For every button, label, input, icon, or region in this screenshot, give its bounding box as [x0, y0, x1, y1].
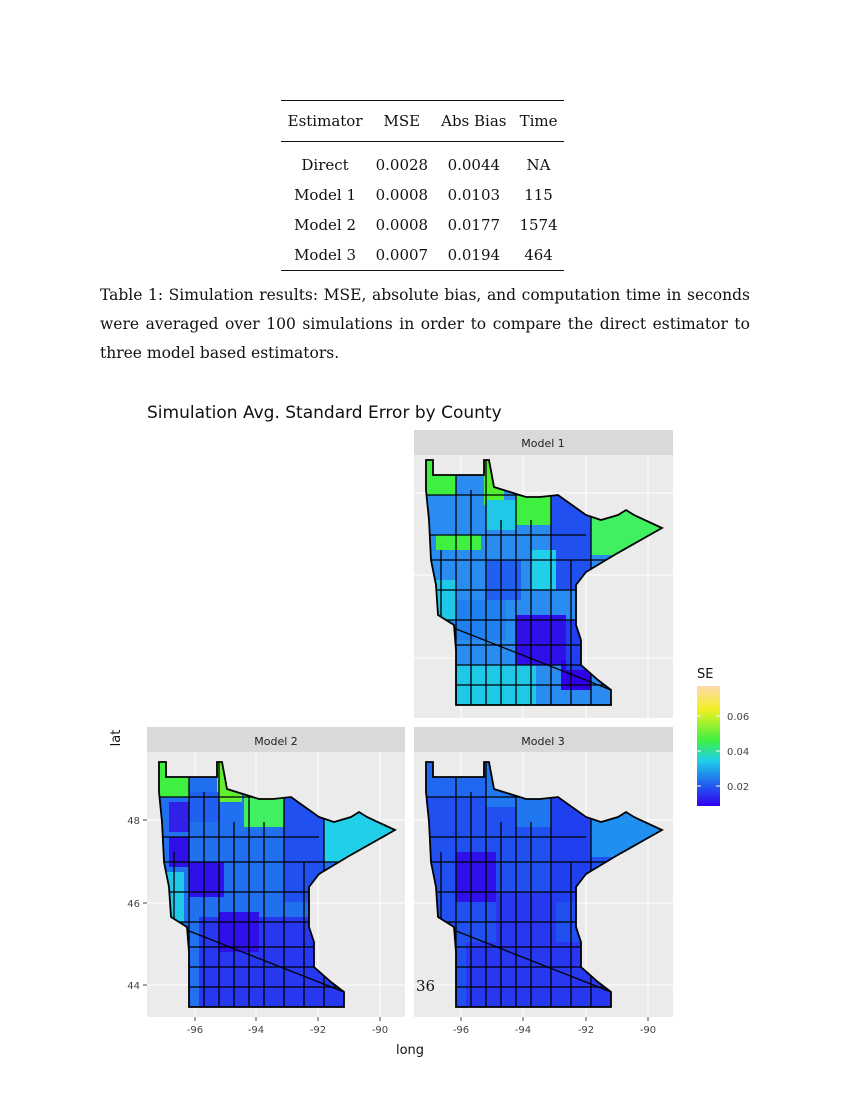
x-axis-model-2	[187, 1017, 388, 1036]
x-tick-label: -92	[309, 1025, 327, 1036]
panel-model-1	[414, 430, 673, 718]
legend-tick-label: 0.02	[727, 782, 750, 793]
panel-label: Model 2	[254, 735, 298, 748]
x-tick-label: -90	[639, 1025, 657, 1036]
table-cell: 0.0008	[375, 216, 429, 234]
se-legend	[697, 667, 749, 806]
table-cell: 0.0194	[447, 246, 501, 264]
table-caption: Table 1: Simulation results: MSE, absolute bias, and computation time in seconds were averaged over 100 simulations in order to compare the direct estimator to three model based estimators.	[100, 286, 750, 362]
table-cell: 1574	[519, 216, 558, 234]
legend-tick-label: 0.04	[727, 747, 750, 758]
table-cell: 0.0008	[375, 186, 429, 204]
table-cell: 0.0177	[447, 216, 501, 234]
x-axis-label: long	[395, 1043, 425, 1058]
table-cell: 464	[524, 246, 553, 264]
legend-title: SE	[697, 667, 714, 682]
table-cell: Model 3	[294, 246, 357, 264]
table-cell: Model 2	[294, 216, 357, 234]
table-cell: 0.0044	[447, 156, 501, 174]
se-map-figure	[0, 390, 850, 1070]
x-axis-model-3	[453, 1017, 656, 1036]
header-time: Time	[519, 112, 558, 130]
y-axis	[127, 816, 147, 992]
legend-colorbar	[697, 686, 720, 806]
panel-model-3	[414, 727, 673, 1017]
page-number: 36	[416, 977, 436, 995]
table-row	[281, 180, 564, 210]
table-cell: 0.0007	[375, 246, 429, 264]
header-mse: MSE	[383, 112, 421, 130]
x-tick-label: -92	[577, 1025, 595, 1036]
legend-tick-label: 0.06	[727, 712, 750, 723]
x-tick-label: -94	[247, 1025, 265, 1036]
y-tick-label: 46	[127, 899, 140, 910]
results-table	[281, 100, 564, 271]
panel-model-2	[147, 727, 405, 1017]
table-row	[281, 240, 564, 271]
y-tick-label: 44	[127, 981, 140, 992]
table-header-row	[281, 101, 564, 142]
figure-title: Simulation Avg. Standard Error by County	[147, 403, 502, 423]
panel-label: Model 1	[521, 437, 565, 450]
table-cell: Direct	[301, 156, 349, 174]
x-tick-label: -94	[514, 1025, 532, 1036]
x-tick-label: -90	[371, 1025, 389, 1036]
y-tick-label: 48	[127, 816, 140, 827]
table-cell: 0.0103	[447, 186, 501, 204]
table-cell: 115	[524, 186, 553, 204]
table-cell: 0.0028	[375, 156, 429, 174]
table-cell: NA	[526, 156, 551, 174]
panel-label: Model 3	[521, 735, 565, 748]
table-cell: Model 1	[294, 186, 357, 204]
table-row	[281, 142, 564, 181]
header-abs-bias: Abs Bias	[441, 112, 507, 130]
y-axis-label: lat	[109, 729, 124, 747]
x-tick-label: -96	[452, 1025, 470, 1036]
table-row	[281, 210, 564, 240]
header-estimator: Estimator	[287, 112, 363, 130]
x-tick-label: -96	[186, 1025, 204, 1036]
